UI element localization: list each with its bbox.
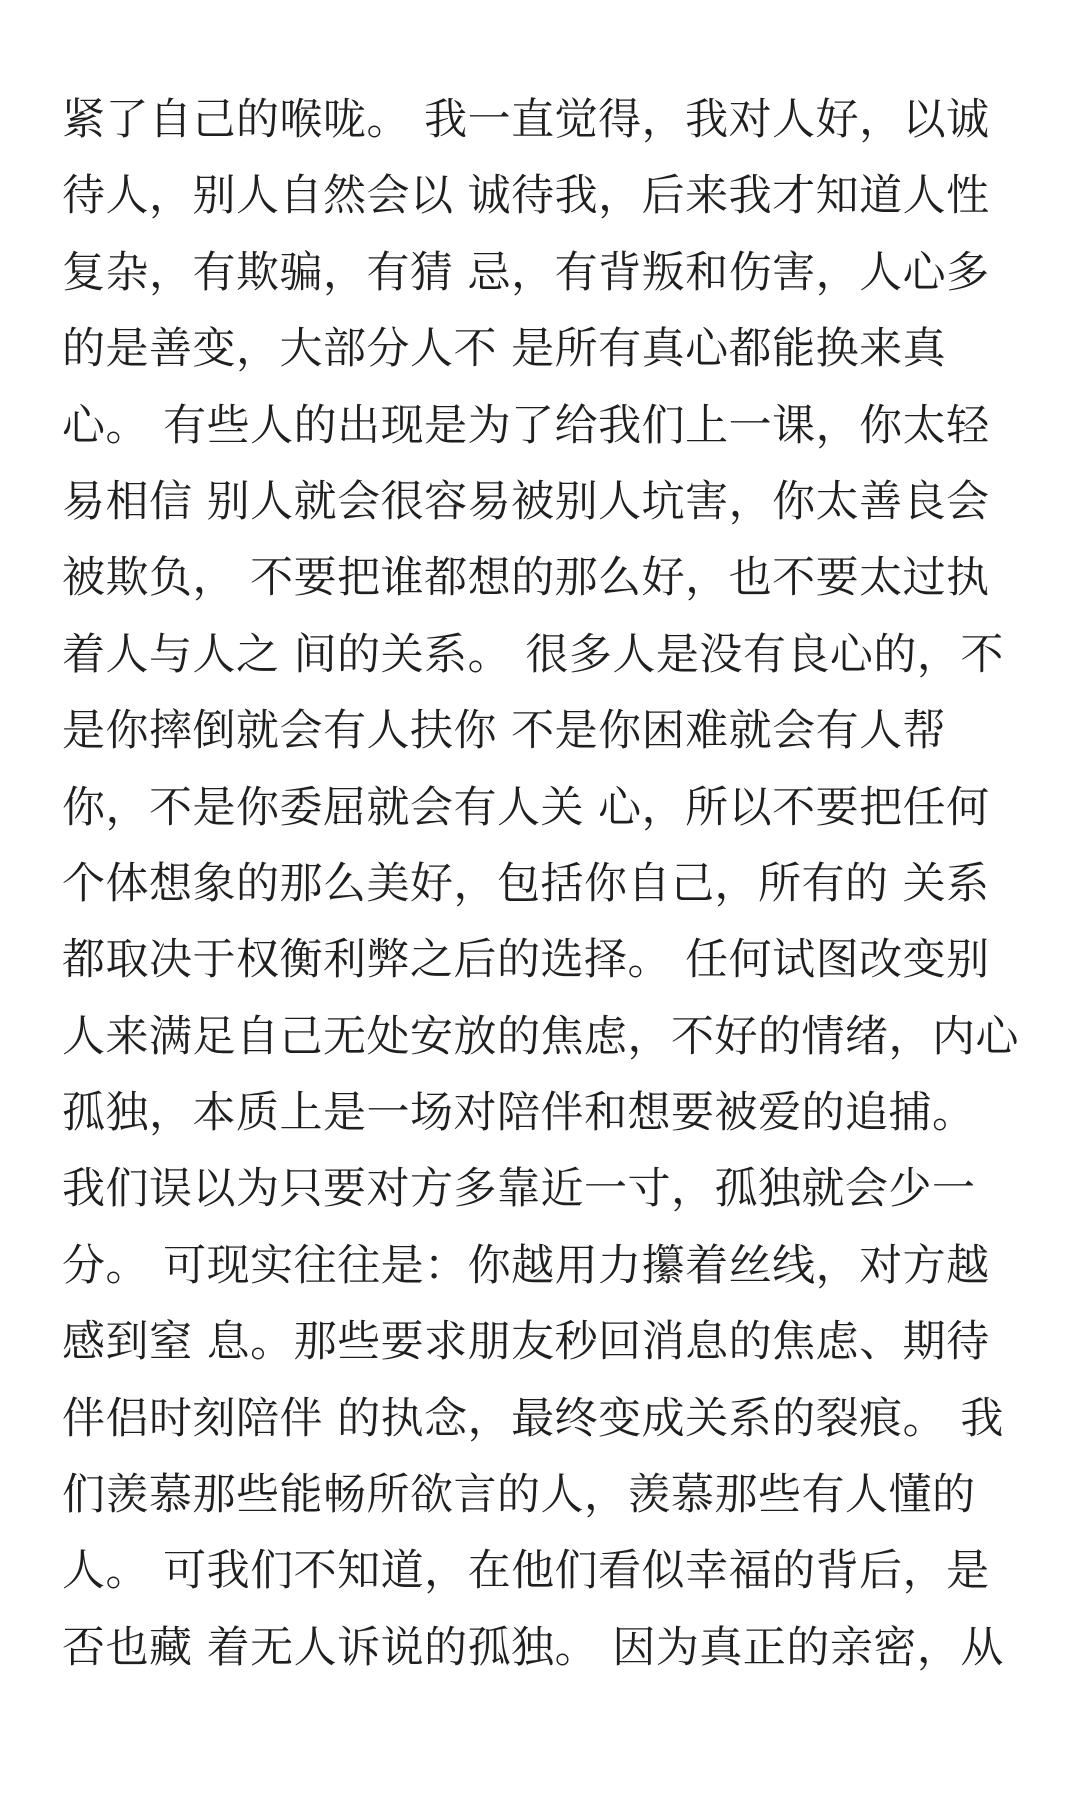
text-line-9: 是你摔倒就会有人扶你 不是你困难就会有人帮 <box>62 706 947 757</box>
text-line-3: 复杂，有欺骗，有猜 忌，有背叛和伤害，人心多 <box>62 247 990 298</box>
text-line-18: 伴侣时刻陪伴 的执念，最终变成关系的裂痕。 我 <box>62 1393 1004 1444</box>
text-line-2: 待人，别人自然会以 诚待我，后来我才知道人性 <box>62 171 990 222</box>
text-line-6: 易相信 别人就会很容易被别人坑害，你太善良会 <box>62 476 990 527</box>
text-line-8: 着人与人之 间的关系。 很多人是没有良心的，不 <box>62 629 1004 680</box>
text-line-11: 个体想象的那么美好，包括你自己，所有的 关系 <box>62 858 990 909</box>
body-text <box>62 82 1042 1686</box>
text-line-21: 否也藏 着无人诉说的孤独。 因为真正的亲密，从 <box>62 1622 1004 1673</box>
text-line-1: 紧了自己的喉咙。 我一直觉得，我对人好，以诚 <box>62 95 990 145</box>
text-line-14: 孤独，本质上是一场对陪伴和想要被爱的追捕。 <box>62 1088 976 1139</box>
text-line-16: 分。 可现实往往是：你越用力攥着丝线，对方越 <box>62 1240 990 1291</box>
text-line-10: 你，不是你委屈就会有人关 心，所以不要把任何 <box>62 782 990 833</box>
text-line-17: 感到窒 息。那些要求朋友秒回消息的焦虑、期待 <box>62 1317 990 1368</box>
text-line-12: 都取决于权衡利弊之后的选择。 任何试图改变别 <box>62 935 990 986</box>
text-line-7: 被欺负， 不要把谁都想的那么好，也不要太过执 <box>62 553 990 604</box>
text-line-13: 人来满足自己无处安放的焦虑，不好的情绪，内心 <box>62 1011 1019 1062</box>
text-line-4: 的是善变，大部分人不 是所有真心都能换来真 <box>62 324 947 375</box>
text-line-5: 心。 有些人的出现是为了给我们上一课，你太轻 <box>62 400 990 451</box>
text-line-19: 们羡慕那些能畅所欲言的人，羡慕那些有人懂的 <box>62 1470 976 1521</box>
text-line-15: 我们误以为只要对方多靠近一寸，孤独就会少一 <box>62 1164 976 1215</box>
text-line-20: 人。 可我们不知道，在他们看似幸福的背后，是 <box>62 1546 990 1597</box>
